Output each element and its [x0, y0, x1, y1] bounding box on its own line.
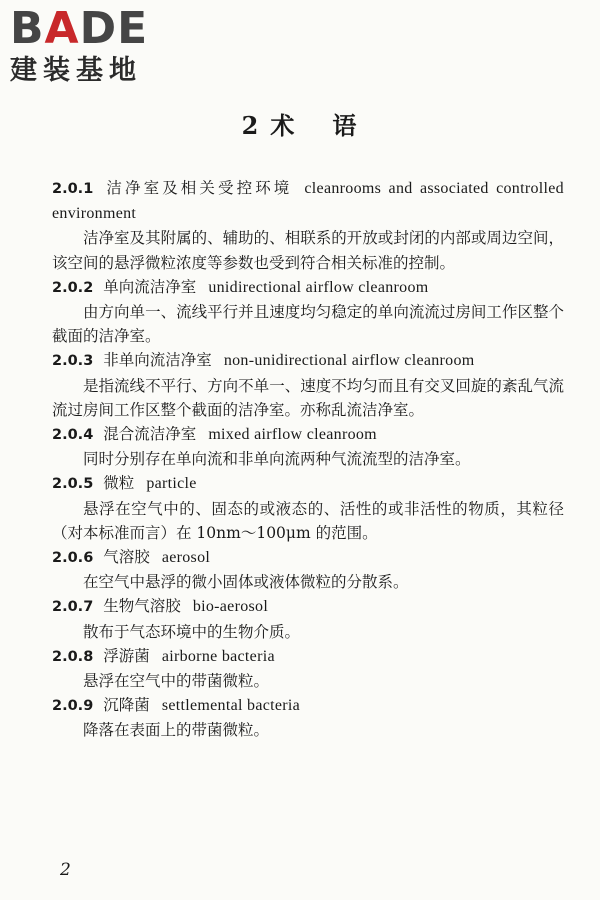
clause-number: 2.0.8 [52, 648, 94, 665]
term-chinese: 单向流洁净室 [103, 277, 197, 296]
logo [10, 3, 180, 88]
term-entry [52, 422, 564, 471]
logo-wordmark: BADE [10, 3, 149, 54]
term-chinese: 混合流洁净室 [103, 425, 197, 444]
term-definition: 悬浮在空气中的、固态的或液态的、活性的或非活性的物质，其粒径（对本标准而言）在 10nm～100μm 的范围。 [52, 499, 564, 542]
term-heading [52, 594, 564, 619]
term-chinese: 浮游菌 [103, 646, 150, 665]
term-english: mixed airflow cleanroom [208, 426, 377, 444]
term-english: settlemental bacteria [161, 697, 301, 715]
term-english: aerosol [161, 549, 211, 567]
clause-number: 2.0.5 [52, 476, 94, 493]
term-heading [52, 545, 564, 570]
term-heading [52, 422, 564, 447]
term-definition: 在空气中悬浮的微小固体或液体微粒的分散系。 [83, 573, 409, 592]
term-english: non-unidirectional airflow cleanroom [223, 352, 475, 370]
term-definition: 洁净室及其附属的、辅助的、相联系的开放或封闭的内部或周边空间，该空间的悬浮微粒浓度等参数也受到符合相关标准的控制。 [52, 229, 564, 272]
term-chinese: 气溶胶 [103, 548, 150, 567]
term-entry [52, 545, 564, 594]
term-entry [52, 594, 564, 643]
term-chinese: 微粒 [103, 474, 135, 493]
clause-number: 2.0.9 [52, 698, 94, 715]
term-english: unidirectional airflow cleanroom [208, 278, 429, 296]
term-heading [52, 471, 564, 496]
term-definition: 降落在表面上的带菌微粒。 [83, 721, 270, 740]
term-entry [52, 275, 564, 349]
term-entry [52, 176, 564, 275]
term-chinese: 非单向流洁净室 [103, 351, 212, 370]
term-english: airborne bacteria [161, 647, 275, 665]
term-entry [52, 693, 564, 742]
term-definition: 由方向单一、流线平行并且速度均匀稳定的单向流流过房间工作区整个截面的洁净室。 [52, 303, 564, 346]
term-definition: 是指流线不平行、方向不单一、速度不均匀而且有交叉回旋的紊乱气流流过房间工作区整个截面的洁净室。亦称乱流洁净室。 [52, 376, 564, 419]
term-entry [52, 471, 564, 545]
term-english: cleanrooms and associated controlled environment [52, 180, 564, 223]
clause-number: 2.0.1 [52, 181, 94, 197]
term-heading [52, 176, 564, 226]
term-heading [52, 275, 564, 300]
term-entry [52, 348, 564, 422]
term-heading [52, 348, 564, 373]
term-english: particle [146, 475, 197, 493]
clause-number: 2.0.3 [52, 353, 94, 370]
clause-number: 2.0.6 [52, 550, 94, 567]
page-number: 2 [60, 860, 71, 880]
term-english: bio-aerosol [192, 598, 269, 616]
term-entry [52, 644, 564, 693]
clause-number: 2.0.4 [52, 427, 94, 444]
term-heading [52, 693, 564, 718]
clause-number: 2.0.7 [52, 599, 94, 616]
term-chinese: 生物气溶胶 [103, 597, 181, 616]
term-definition: 同时分别存在单向流和非单向流两种气流流型的洁净室。 [83, 450, 471, 469]
logo-subtitle: 建装基地 [10, 55, 142, 86]
term-heading [52, 644, 564, 669]
clause-number: 2.0.2 [52, 279, 94, 296]
term-chinese: 沉降菌 [103, 696, 150, 715]
term-chinese: 洁净室及相关受控环境 [103, 179, 293, 197]
terms-list [52, 176, 564, 743]
page-title: 2 术 语 [241, 111, 359, 140]
term-definition: 悬浮在空气中的带菌微粒。 [83, 672, 270, 691]
term-definition: 散布于气态环境中的生物介质。 [83, 622, 301, 641]
